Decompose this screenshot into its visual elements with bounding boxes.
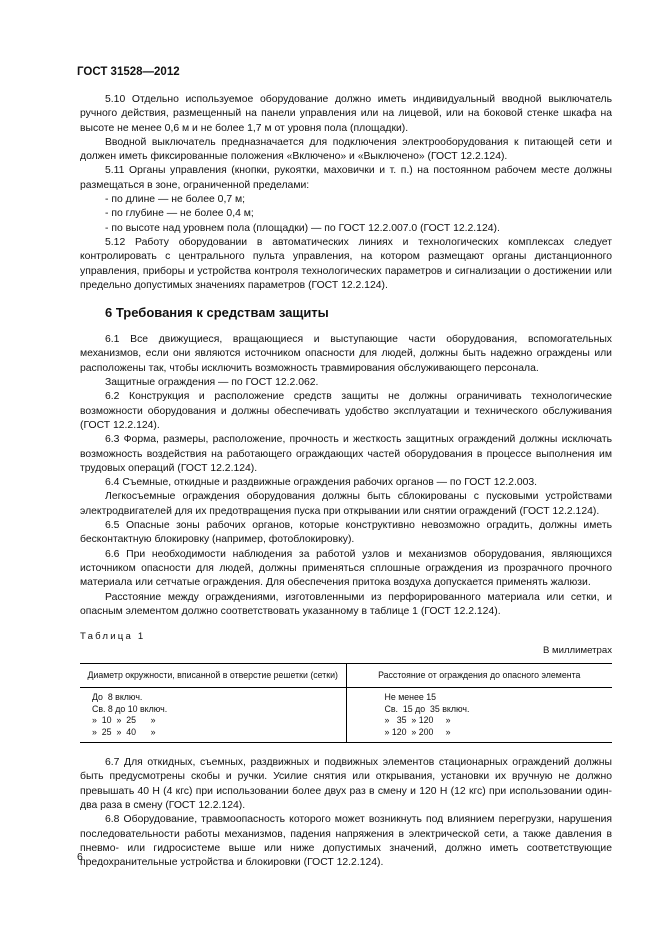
page-number: 6 [77,852,83,863]
paragraph-5-11: 5.11 Органы управления (кнопки, рукоятки, маховички и т. п.) на постоянном рабочем месте должны размещаться в зоне, ограниченной пределами: [80,165,612,191]
paragraph-guards-ref: Защитные ограждения — по ГОСТ 12.2.062. [105,377,319,389]
table-cell-line: » 35 » 120 » [384,715,451,726]
table-cell-line: Св. 15 до 35 включ. [384,703,470,714]
table-cell-diameter [80,688,346,743]
paragraph-6-3: 6.3 Форма, размеры, расположение, прочность и жесткость защитных ограждений должны исключать возможность воздействия на работающего ограждающих частей оборудования в процессе выполнения им трудовых операций (ГОСТ 12.2.124). [80,434,612,474]
list-item-depth: - по глубине — не более 0,4 м; [105,208,254,220]
paragraph-6-1: 6.1 Все движущиеся, вращающиеся и выступающие части оборудования, вспомогательных механизмов, если они являются источником опасности для людей, должны быть надежно ограждены или расположены так, чтобы исключить возможность травмирования обслуживающего персонала. [80,334,612,374]
list-item-length: - по длине — не более 0,7 м; [105,194,246,206]
paragraph-6-6: 6.6 При необходимости наблюдения за работой узлов и механизмов оборудования, являющихся источником опасности для людей, должны применяться сплошные ограждения из прозрачного прочного материала или сетчатые ограждения. Для обеспечения притока воздуха допускается применять жалюзи. [80,548,612,589]
after-table-block [80,756,612,870]
paragraph-6-4: 6.4 Съемные, откидные и раздвижные ограждения рабочих органов — по ГОСТ 12.2.003. [105,477,538,489]
table-cell-line: До 8 включ. [92,692,143,703]
table-caption: Таблица 1 [80,631,146,643]
table-units: В миллиметрах [542,645,612,657]
paragraph-distance: Расстояние между ограждениями, изготовленными из перфорированного материала или сетки, и опасным элементом должно соответствовать указанному в таблице 1 (ГОСТ 12.2.124). [80,591,612,617]
paragraph-6-8: 6.8 Оборудование, травмоопасность которого может возникнуть под влиянием перегрузки, нарушения последовательности работы механизмов, падения напряжения в электрической сети, а также давления в пневмо- или гидросистеме выше или ниже допустимых значений, должно иметь соответствующие предохранительные устройства и блокировки (ГОСТ 12.2.124). [80,814,612,869]
paragraph-6-5: 6.5 Опасные зоны рабочих органов, которые конструктивно невозможно оградить, должны иметь бесконтактную блокировку (например, фотоблокировку). [80,520,612,546]
column-header-distance: Расстояние от ограждения до опасного элемента [346,663,612,688]
paragraph-5-10: 5.10 Отдельно используемое оборудование должно иметь индивидуальный вводной выключатель ручного действия, размещенный на панели управления или на лицевой, или на боковой стенке шкафа на высоте не менее 0,6 м и не более 1,7 м от уровня пола (площадки). [80,94,612,134]
page-body [80,93,612,871]
paragraph-6-7: 6.7 Для откидных, съемных, раздвижных и подвижных элементов стационарных ограждений должны быть предусмотрены скобы и ручки. Усилие снятия или открывания, установки их вручную не должно превышать 40 Н (4 кгс) при использовании более двух раз в смену и 120 Н (12 кгс) при использовании один-два раза в смену (ГОСТ 12.2.124). [80,757,612,812]
section-heading-6: 6 Требования к средствам защиты [105,305,329,321]
paragraph-6-2: 6.2 Конструкция и расположение средств защиты не должны ограничивать технологические возможности оборудования и должны обеспечивать удобство эксплуатации и технического обслуживания (ГОСТ 12.2.124). [80,391,612,431]
table-row [80,688,612,743]
table-1 [80,663,612,744]
paragraph-introductory-switch: Вводной выключатель предназначается для подключения электрооборудования к питающей сети и должен иметь фиксированные положения «Включено» и «Выключено» (ГОСТ 12.2.124). [80,136,612,163]
document-header: ГОСТ 31528—2012 [77,66,180,78]
table-cell-distance [346,688,612,743]
list-item-height: - по высоте над уровнем пола (площадки) — по ГОСТ 12.2.007.0 (ГОСТ 12.2.124). [105,222,500,234]
paragraph-5-12: 5.12 Работу оборудовании в автоматических линиях и технологических комплексах следует контролировать с центрального пульта управления, на котором размещают органы дистанционного управления, приборы и устройства контроля технологических параметров и сигнализации о достижении или предельно допустимых значениях параметров (ГОСТ 12.2.124). [80,236,612,291]
table-units-row [80,644,612,658]
table-cell-line: » 120 » 200 » [384,726,451,737]
table-caption-row [80,630,612,644]
table-cell-line: » 10 » 25 » [92,715,156,726]
table-header-row [80,663,612,688]
paragraph-removable-guards: Легкосъемные ограждения оборудования должны быть сблокированы с пусковыми устройствами электродвигателей для их предотвращения пуска при открывании или снятии ограждений (ГОСТ 12.2.124). [80,491,612,517]
table-cell-line: Не менее 15 [384,692,437,703]
column-header-diameter: Диаметр окружности, вписанной в отверстие решетки (сетки) [80,663,346,688]
table-cell-line: Св. 8 до 10 включ. [92,703,168,714]
table-cell-line: » 25 » 40 » [92,726,156,737]
